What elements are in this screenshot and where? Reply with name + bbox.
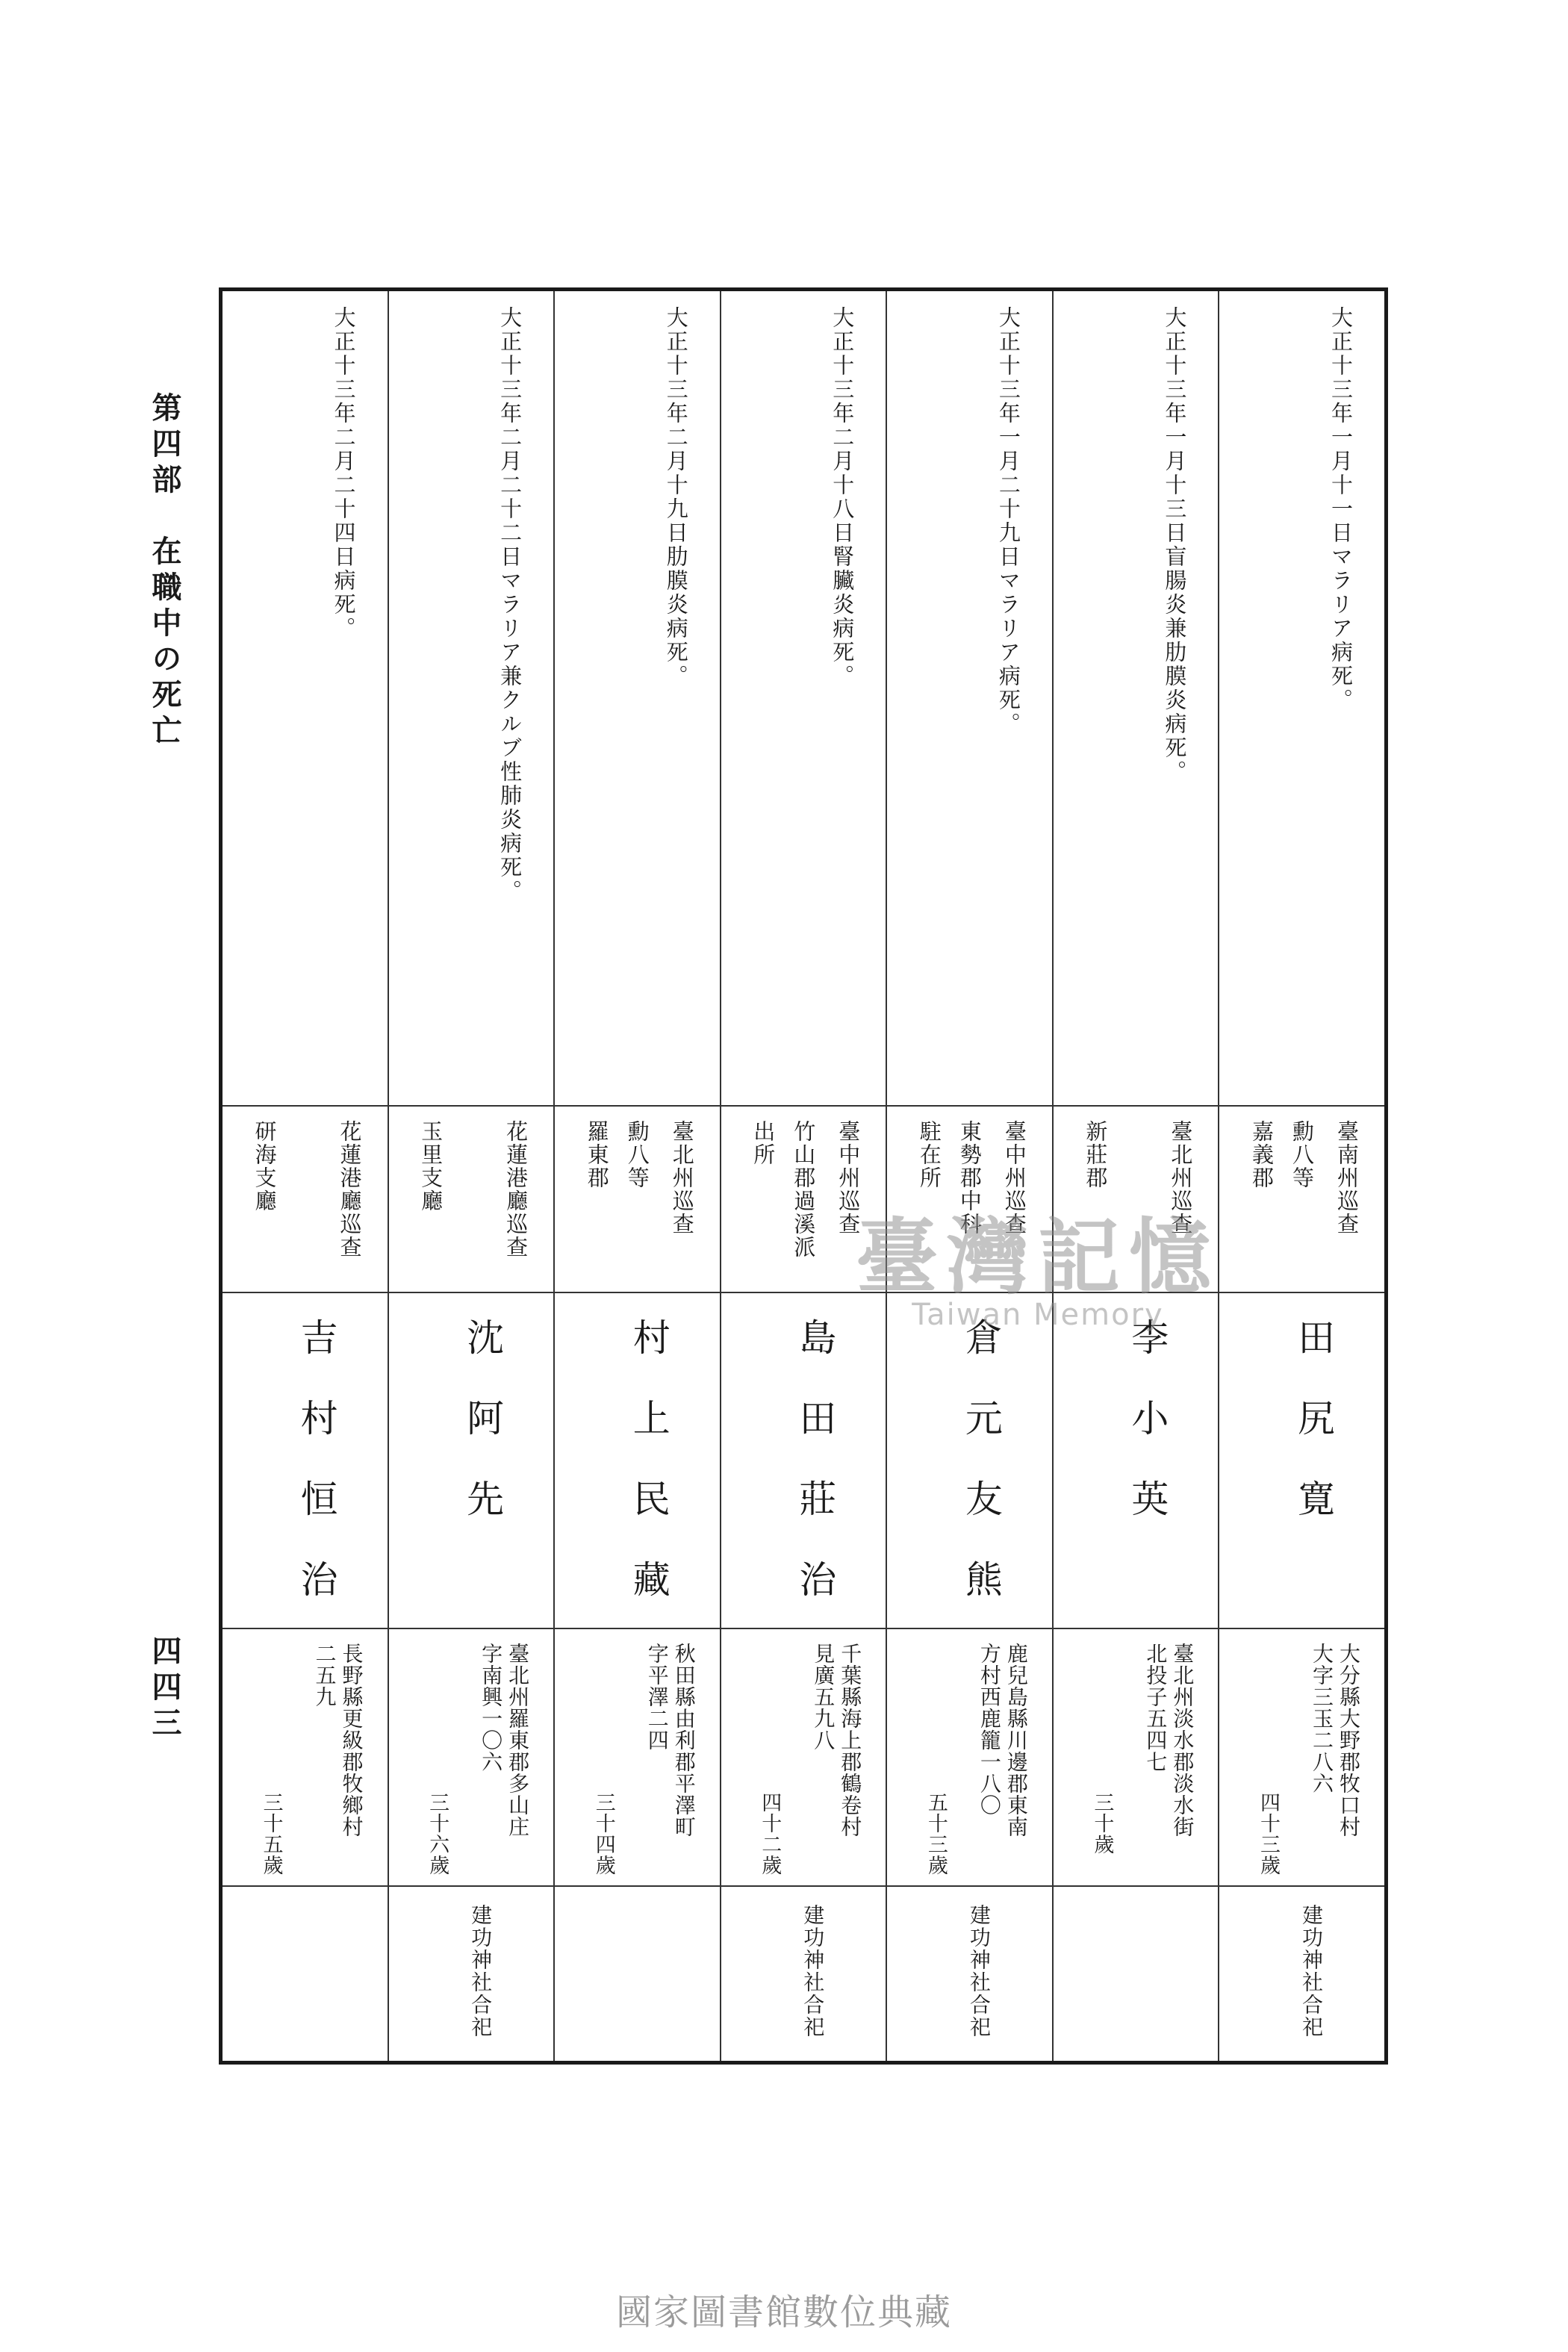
office-line: 東勢郡中科	[956, 1120, 983, 1236]
office-line: 竹山郡過溪派	[791, 1120, 817, 1259]
address-line: 二五九	[312, 1643, 337, 1708]
office-line: 勳八等	[1289, 1120, 1315, 1189]
taiwan-memory-watermark	[791, 1195, 1284, 1351]
record-entry	[886, 291, 1052, 2061]
age: 三十歲	[1090, 1792, 1114, 1855]
death-record-table	[219, 287, 1388, 2065]
watermark-title: 臺灣記憶	[856, 1209, 1220, 1305]
record-entry	[388, 291, 554, 2061]
library-footer: 國家圖書館數位典藏	[615, 2292, 952, 2333]
person-name: 沈阿先	[461, 1318, 505, 1560]
remark: 建功神社合祀	[1299, 1904, 1324, 2038]
address-line: 大字三玉二八六	[1310, 1643, 1334, 1794]
age: 五十三歲	[924, 1792, 948, 1876]
office-line: 臺中州巡查	[1001, 1120, 1027, 1236]
death-cause: 大正十三年二月十八日腎臟炎病死。	[830, 306, 856, 688]
person-name: 吉村恒治	[294, 1318, 338, 1640]
record-entry	[553, 291, 720, 2061]
death-cause: 大正十三年二月十九日肋膜炎病死。	[663, 306, 689, 688]
address-line: 字平澤二四	[644, 1643, 670, 1751]
remark: 建功神社合祀	[468, 1904, 494, 2038]
address-line: 見廣五九八	[811, 1643, 836, 1751]
office-line: 花蓮港廳巡查	[337, 1120, 363, 1259]
office-line: 出所	[750, 1120, 777, 1166]
office-line: 駐在所	[916, 1120, 942, 1189]
address-line: 秋田縣由利郡平澤町	[671, 1643, 697, 1838]
office-line: 臺北州巡查	[669, 1120, 695, 1236]
page-number: 四四三	[147, 1635, 182, 1743]
death-cause: 大正十三年一月二十九日マラリア病死。	[995, 306, 1021, 736]
office-line: 臺北州巡查	[1168, 1120, 1194, 1236]
age: 三十四歲	[591, 1792, 615, 1876]
record-entry	[223, 291, 388, 2061]
address-line: 鹿兒島縣川邊郡東南	[1004, 1643, 1029, 1838]
death-cause: 大正十三年一月十一日マラリア病死。	[1328, 306, 1354, 712]
address-line: 北投子五四七	[1143, 1643, 1169, 1773]
death-cause: 大正十三年一月十三日盲腸炎兼肋膜炎病死。	[1162, 306, 1188, 784]
person-name: 村上民藏	[626, 1318, 671, 1640]
office-line: 新莊郡	[1083, 1120, 1109, 1189]
record-entry	[1052, 291, 1219, 2061]
office-line: 羅東郡	[584, 1120, 610, 1189]
office-line: 玉里支廳	[418, 1120, 444, 1213]
person-name: 李小英	[1125, 1318, 1169, 1560]
part-header: 第四部 在職中の死亡	[147, 392, 182, 750]
address-line: 字南興一〇六	[479, 1643, 504, 1773]
office-line: 臺中州巡查	[836, 1120, 862, 1236]
address-line: 方村西鹿籠一八〇	[977, 1643, 1002, 1816]
age: 四十三歲	[1257, 1792, 1280, 1876]
office-line: 臺南州巡查	[1334, 1120, 1360, 1236]
person-name: 田尻寛	[1292, 1318, 1335, 1560]
person-name: 島田莊治	[793, 1318, 837, 1640]
record-entry	[1218, 291, 1384, 2061]
address-line: 大分縣大野郡牧口村	[1337, 1643, 1361, 1838]
age: 四十二歲	[758, 1792, 782, 1876]
age: 三十六歲	[426, 1792, 449, 1876]
address-line: 長野縣更級郡牧鄉村	[339, 1643, 364, 1838]
office-line: 花蓮港廳巡查	[503, 1120, 529, 1259]
watermark-subtitle: Taiwan Memory	[912, 1298, 1164, 1332]
office-line: 勳八等	[624, 1120, 650, 1189]
remark: 建功神社合祀	[800, 1904, 826, 2038]
record-entry	[720, 291, 886, 2061]
office-line: 嘉義郡	[1249, 1120, 1275, 1189]
address-line: 臺北州淡水郡淡水街	[1170, 1643, 1195, 1838]
remark: 建功神社合祀	[966, 1904, 992, 2038]
death-cause: 大正十三年二月二十四日病死。	[331, 306, 357, 641]
death-cause: 大正十三年二月二十二日マラリア兼クルブ性肺炎病死。	[497, 306, 523, 903]
office-line: 研海支廳	[252, 1120, 278, 1213]
person-name: 倉元友熊	[959, 1318, 1003, 1640]
age: 三十五歲	[259, 1792, 283, 1876]
address-line: 臺北州羅東郡多山庄	[505, 1643, 531, 1838]
address-line: 千葉縣海上郡鶴卷村	[838, 1643, 863, 1838]
